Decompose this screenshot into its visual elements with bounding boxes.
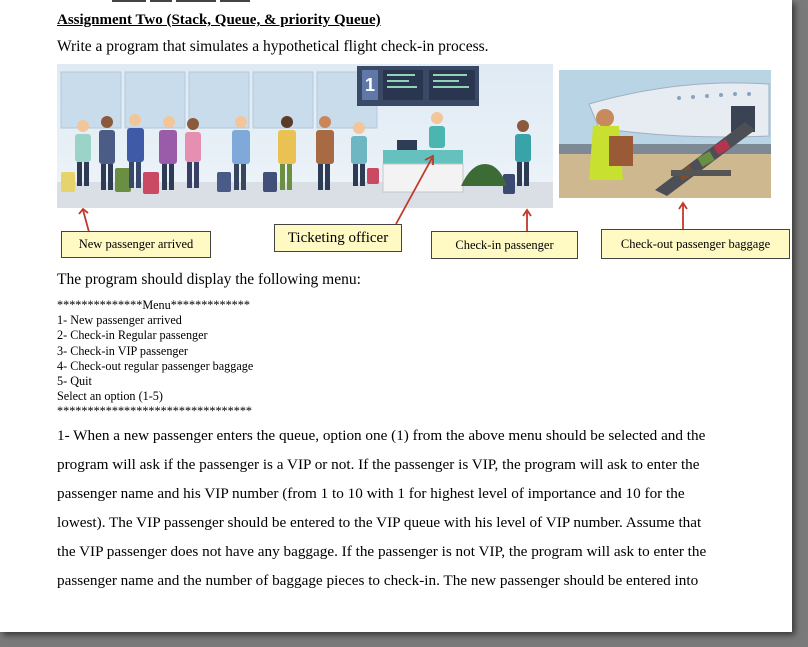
paragraph-line: passenger name and his VIP number (from 1 to 10 with 1 for highest level of importance and 10 for the (57, 485, 685, 502)
paragraph-line: the VIP passenger does not have any baggage. If the passenger is not VIP, the program will ask to enter the (57, 543, 707, 560)
callout-ticketing-officer: Ticketing officer (274, 224, 402, 252)
menu-prompt: Select an option (1-5) (57, 389, 163, 404)
paragraph-line: lowest). The VIP passenger should be entered to the VIP queue with his level of VIP number. Assume that (57, 514, 702, 531)
checkin-queue-illustration (57, 64, 553, 208)
callout-new-passenger: New passenger arrived (61, 231, 211, 258)
paragraph-line: program will ask if the passenger is a VIP or not. If the passenger is VIP, the program will ask to enter the (57, 456, 700, 473)
menu-intro-text: The program should display the following menu: (57, 271, 361, 288)
baggage-loading-illustration (559, 70, 771, 198)
svg-text:1: 1 (364, 75, 376, 95)
menu-item: 3- Check-in VIP passenger (57, 343, 188, 358)
option-one-description (57, 421, 757, 595)
menu-item: 4- Check-out regular passenger baggage (57, 358, 254, 373)
paragraph-line: passenger name and the number of baggage pieces to check-in. The new passenger should be entered into (57, 572, 699, 589)
callout-checkout-baggage: Check-out passenger baggage (601, 229, 790, 259)
paragraph-line: 1- When a new passenger enters the queue, option one (1) from the above menu should be selected and the (57, 427, 706, 444)
menu-item: 2- Check-in Regular passenger (57, 328, 208, 343)
callout-checkin-passenger: Check-in passenger (431, 231, 578, 259)
menu-listing (57, 298, 253, 420)
menu-item: 1- New passenger arrived (57, 313, 182, 328)
cropped-text-fragment (0, 0, 792, 4)
menu-item: 5- Quit (57, 373, 92, 388)
intro-text: Write a program that simulates a hypothetical flight check-in process. (57, 38, 489, 55)
menu-footer: ******************************** (57, 404, 252, 419)
menu-header: **************Menu************* (57, 298, 250, 312)
assignment-heading: Assignment Two (Stack, Queue, & priority Queue) (57, 12, 381, 28)
departure-board (357, 66, 479, 106)
